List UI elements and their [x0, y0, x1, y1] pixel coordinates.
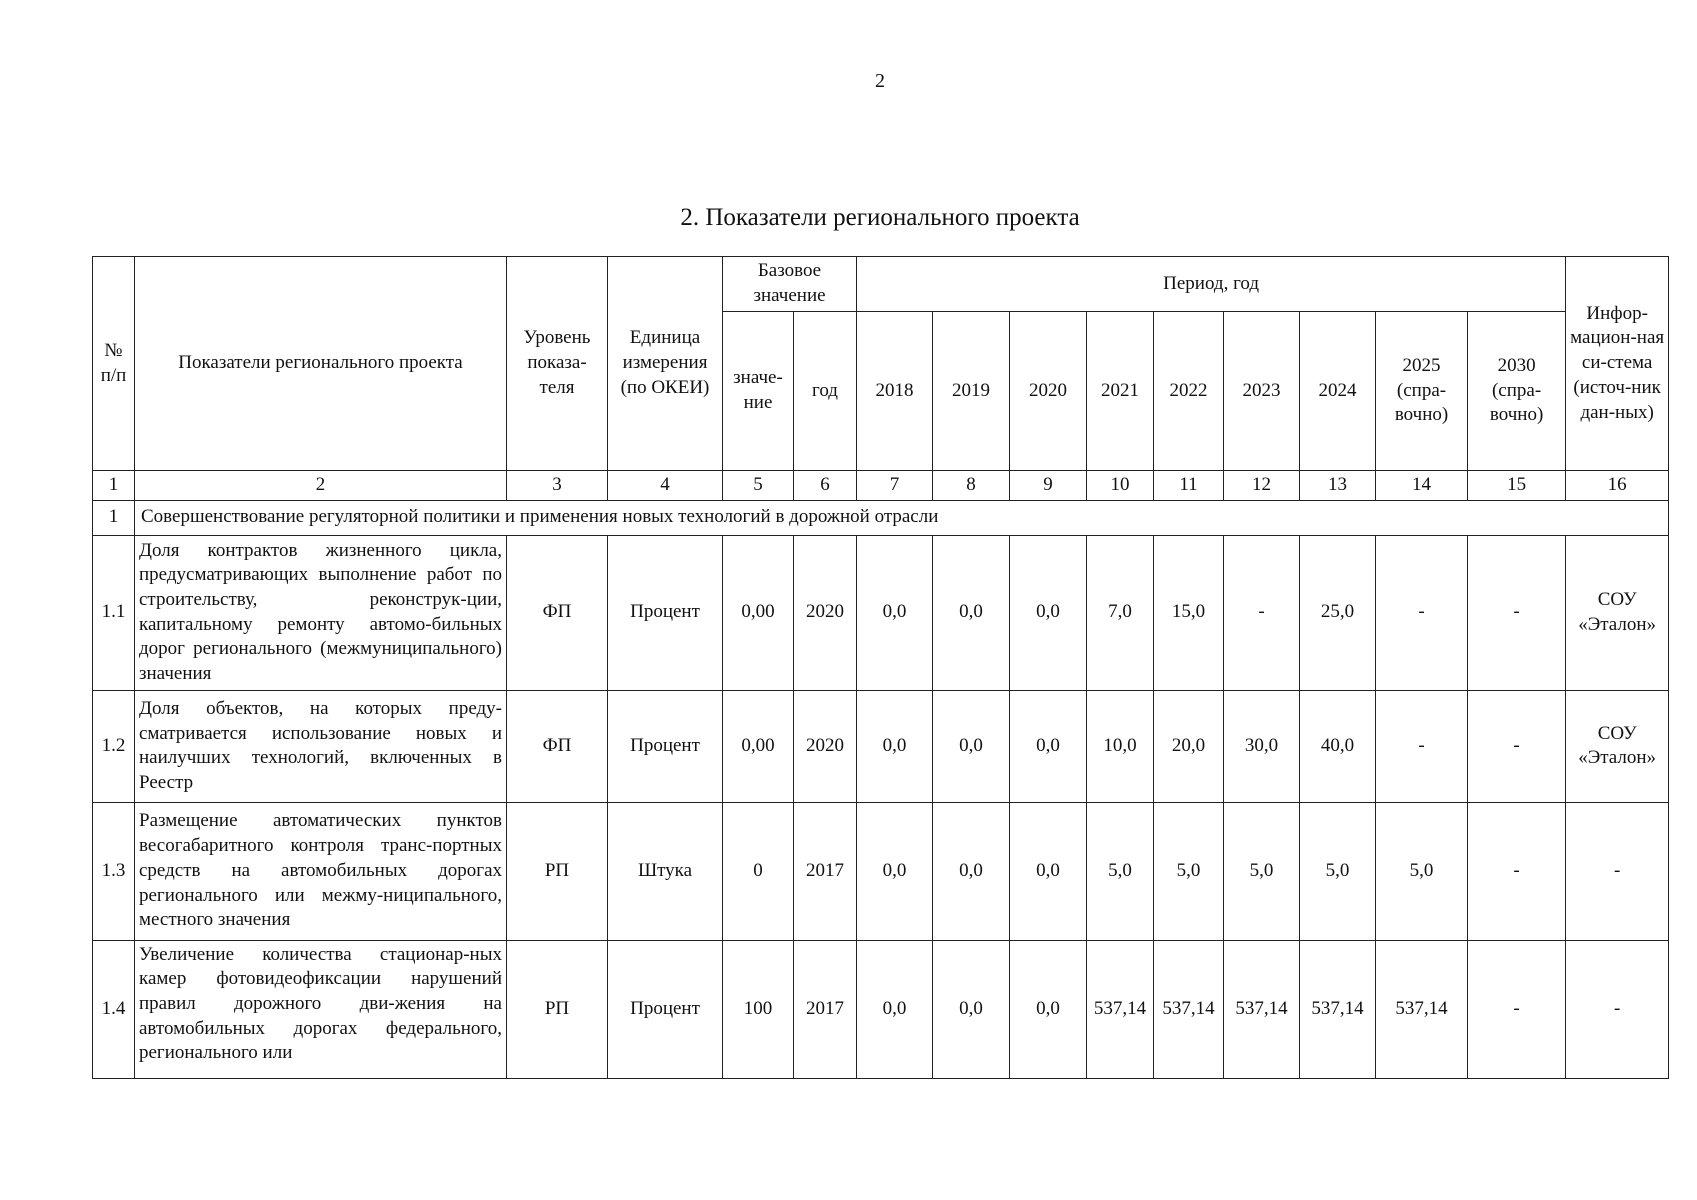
column-number: 10: [1087, 471, 1154, 501]
year-value: 0,0: [933, 690, 1010, 802]
header-year: 2020: [1010, 312, 1087, 471]
header-year: 2018: [857, 312, 933, 471]
year-value: -: [1376, 535, 1468, 690]
column-number-row: [93, 471, 1669, 501]
year-value: 5,0: [1224, 802, 1300, 940]
year-value: 537,14: [1376, 940, 1468, 1078]
year-value: 15,0: [1154, 535, 1224, 690]
header-period: Период, год: [857, 257, 1566, 312]
indicator-unit: Процент: [608, 690, 723, 802]
year-value: -: [1224, 535, 1300, 690]
year-value: 537,14: [1087, 940, 1154, 1078]
column-number: 13: [1300, 471, 1376, 501]
year-value: 0,0: [933, 940, 1010, 1078]
column-number: 14: [1376, 471, 1468, 501]
year-value: 0,0: [857, 690, 933, 802]
year-value: 0,0: [1010, 535, 1087, 690]
column-number: 16: [1566, 471, 1669, 501]
base-year: 2017: [794, 802, 857, 940]
table-row: [93, 535, 1669, 690]
column-number: 4: [608, 471, 723, 501]
year-value: 537,14: [1154, 940, 1224, 1078]
data-source: СОУ «Эталон»: [1566, 535, 1669, 690]
base-year: 2020: [794, 535, 857, 690]
base-value: 100: [723, 940, 794, 1078]
header-base-val: значе-ние: [723, 312, 794, 471]
year-value: 5,0: [1376, 802, 1468, 940]
year-value: 7,0: [1087, 535, 1154, 690]
year-value: 30,0: [1224, 690, 1300, 802]
indicator-name: Размещение автоматических пунктов весогабаритного контроля транс-портных средств на автомобильных дорогах регионального или межму-ниципального, местного значения: [135, 802, 507, 940]
base-year: 2020: [794, 690, 857, 802]
column-number: 11: [1154, 471, 1224, 501]
header-level: Уровень показа-теля: [507, 257, 608, 471]
indicator-unit: Процент: [608, 535, 723, 690]
data-source: СОУ «Эталон»: [1566, 690, 1669, 802]
header-source: Инфор-мацион-ная си-стема (источ-ник дан-ных): [1566, 257, 1669, 471]
base-value: 0,00: [723, 690, 794, 802]
section-row: [93, 500, 1669, 535]
year-value: 0,0: [1010, 802, 1087, 940]
header-unit: Единица измерения (по ОКЕИ): [608, 257, 723, 471]
year-value: 0,0: [857, 940, 933, 1078]
header-num: № п/п: [93, 257, 135, 471]
year-value: 0,0: [1010, 940, 1087, 1078]
year-value: 0,0: [933, 802, 1010, 940]
table-row: [93, 690, 1669, 802]
document-title: 2. Показатели регионального проекта: [680, 204, 1080, 231]
year-value: 537,14: [1224, 940, 1300, 1078]
column-number: 3: [507, 471, 608, 501]
column-number: 7: [857, 471, 933, 501]
table-row: [93, 802, 1669, 940]
indicator-name: Увеличение количества стационар-ных камер фотовидеофиксации нарушений правил дорожного дви-жения на автомобильных дорогах федерального, регионального или: [135, 940, 507, 1078]
base-value: 0: [723, 802, 794, 940]
year-value: 5,0: [1087, 802, 1154, 940]
indicator-name: Доля контрактов жизненного цикла, предусматривающих выполнение работ по строительству, реконструк-ции, капитальному ремонту автомо-бильных дорог регионального (межмуниципального) значения: [135, 535, 507, 690]
indicator-name: Доля объектов, на которых преду-сматривается использование новых и наилучших технологий, включенных в Реестр: [135, 690, 507, 802]
data-source: -: [1566, 802, 1669, 940]
column-number: 8: [933, 471, 1010, 501]
header-row: [93, 257, 1669, 312]
indicator-level: ФП: [507, 690, 608, 802]
page-number: 2: [875, 70, 885, 92]
year-value: 10,0: [1087, 690, 1154, 802]
row-num: 1.2: [93, 690, 135, 802]
column-number: 12: [1224, 471, 1300, 501]
column-number: 5: [723, 471, 794, 501]
column-number: 9: [1010, 471, 1087, 501]
year-value: 25,0: [1300, 535, 1376, 690]
year-value: -: [1376, 690, 1468, 802]
header-year: 2022: [1154, 312, 1224, 471]
header-year: 2019: [933, 312, 1010, 471]
year-value: 0,0: [857, 802, 933, 940]
base-year: 2017: [794, 940, 857, 1078]
data-source: -: [1566, 940, 1669, 1078]
year-value: -: [1468, 802, 1566, 940]
header-name: Показатели регионального проекта: [135, 257, 507, 471]
row-num: 1.4: [93, 940, 135, 1078]
indicator-level: РП: [507, 802, 608, 940]
indicator-level: РП: [507, 940, 608, 1078]
section-title: Совершенствование регуляторной политики и применения новых технологий в дорожной отрасли: [135, 500, 1669, 535]
indicators-table: [92, 256, 1669, 1079]
indicator-unit: Штука: [608, 802, 723, 940]
header-base-year: год: [794, 312, 857, 471]
year-value: 0,0: [933, 535, 1010, 690]
header-year: 2024: [1300, 312, 1376, 471]
column-number: 2: [135, 471, 507, 501]
year-value: -: [1468, 535, 1566, 690]
year-value: 0,0: [857, 535, 933, 690]
header-year: 2021: [1087, 312, 1154, 471]
year-value: -: [1468, 940, 1566, 1078]
header-year: 2030 (спра-вочно): [1468, 312, 1566, 471]
header-base-value: Базовое значение: [723, 257, 857, 312]
column-number: 1: [93, 471, 135, 501]
indicator-level: ФП: [507, 535, 608, 690]
row-num: 1.3: [93, 802, 135, 940]
year-value: 5,0: [1300, 802, 1376, 940]
section-num: 1: [93, 500, 135, 535]
year-value: 537,14: [1300, 940, 1376, 1078]
header-year: 2023: [1224, 312, 1300, 471]
year-value: 0,0: [1010, 690, 1087, 802]
row-num: 1.1: [93, 535, 135, 690]
year-value: 20,0: [1154, 690, 1224, 802]
year-value: 5,0: [1154, 802, 1224, 940]
year-value: -: [1468, 690, 1566, 802]
column-number: 6: [794, 471, 857, 501]
header-year: 2025 (спра-вочно): [1376, 312, 1468, 471]
indicator-unit: Процент: [608, 940, 723, 1078]
column-number: 15: [1468, 471, 1566, 501]
year-value: 40,0: [1300, 690, 1376, 802]
base-value: 0,00: [723, 535, 794, 690]
table-row: [93, 940, 1669, 1078]
